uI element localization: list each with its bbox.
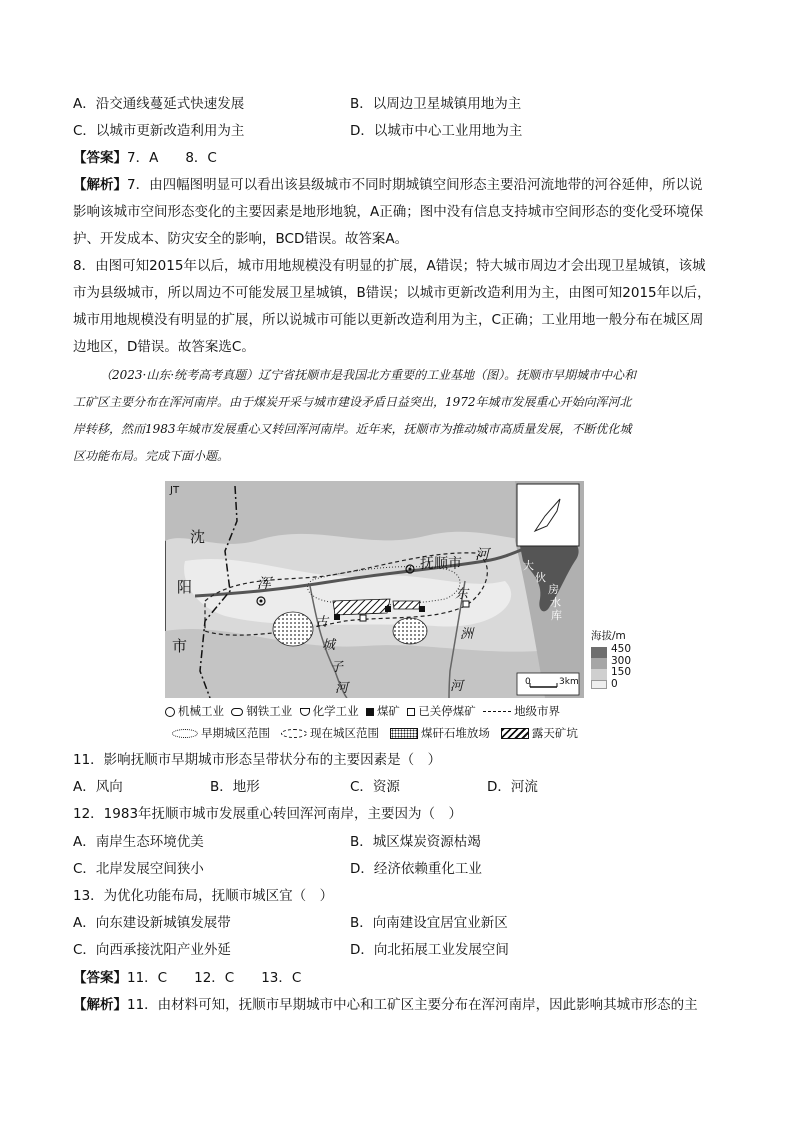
legend-steel: 钢铁工业 xyxy=(246,704,293,718)
explanation-line: 城市用地规模没有明显的扩展，所以说城市可能以更新改造利用为主，C正确；工业用地一般分布在城区周 xyxy=(73,312,704,328)
label-cheng: 城 xyxy=(322,638,336,653)
question-11-stem: 11．影响抚顺市早期城市形态呈带状分布的主要因素是（ ） xyxy=(73,752,442,768)
legend-early: 早期城区范围 xyxy=(201,726,270,740)
scale-km: 3km xyxy=(559,677,579,687)
label-shen: 沈 xyxy=(190,528,206,546)
option-a: A．沿交通线蔓延式快速发展 xyxy=(73,96,245,112)
explanation-line: 8．由图可知2015年以后，城市用地规模没有明显的扩展，A错误；特大城市周边才会出现卫星城镇，该城 xyxy=(73,258,706,274)
elev-swatch-0 xyxy=(591,680,607,689)
closed-mine-icon xyxy=(407,708,415,716)
legend-pit: 露天矿坑 xyxy=(531,726,578,740)
elev-swatch-300 xyxy=(591,658,607,669)
elev-swatch-150 xyxy=(591,669,607,680)
q11-option-d: D．河流 xyxy=(487,779,538,795)
explanation-text: 7．由四幅图明显可以看出该县级城市不同时期城镇空间形态主要沿河流地带的河谷延伸，所以说 xyxy=(127,177,703,193)
q13-option-c: C．向西承接沈阳产业外延 xyxy=(73,942,231,958)
q12-option-b: B．城区煤炭资源枯竭 xyxy=(350,834,481,850)
explanation-text: 11．由材料可知，抚顺市早期城市中心和工矿区主要分布在浑河南岸，因此影响其城市形态的主 xyxy=(127,997,698,1013)
answer-text: 7．A 8．C xyxy=(127,150,217,166)
option-d: D．以城市中心工业用地为主 xyxy=(350,123,523,139)
fushun-map xyxy=(165,481,584,698)
explanation-line: 护、开发成本、防灾安全的影响，BCD错误。故答案A。 xyxy=(73,231,409,247)
explanation-label: 【解析】 xyxy=(73,177,127,193)
label-res3: 房 xyxy=(548,583,559,596)
map-legend-row1 xyxy=(165,703,560,719)
label-res4: 水 xyxy=(550,596,561,609)
q12-option-a: A．南岸生态环境优美 xyxy=(73,834,204,850)
label-dong: 东 xyxy=(455,587,469,602)
legend-chem: 化学工业 xyxy=(312,704,359,718)
legend-current: 现在城区范围 xyxy=(309,726,379,740)
label-zi: 子 xyxy=(330,660,344,675)
intro-line: 工矿区主要分布在浑河南岸。由于煤炭开采与城市建设矛盾日益突出，1972年城市发展重心开始向浑河北 xyxy=(73,395,632,409)
map-legend-row2 xyxy=(172,725,578,741)
current-area-icon xyxy=(281,729,307,738)
q12-option-d: D．经济依赖重化工业 xyxy=(350,861,482,877)
explanation-label: 【解析】 xyxy=(73,997,127,1013)
early-area-icon xyxy=(172,729,198,738)
answer-label: 【答案】 xyxy=(73,150,127,166)
answer-line xyxy=(73,968,301,988)
explanation-line xyxy=(73,995,698,1015)
elev-swatch-450 xyxy=(591,647,607,658)
open-pit-icon xyxy=(501,728,529,739)
explanation-line: 影响该城市空间形态变化的主要因素是地形地貌，A正确；图中没有信息支持城市空间形态的变化受环境保 xyxy=(73,204,704,220)
q13-option-b: B．向南建设宜居宜业新区 xyxy=(350,915,508,931)
option-b: B．以周边卫星城镇用地为主 xyxy=(350,96,522,112)
label-he3: 河 xyxy=(335,681,349,696)
label-gu: 古 xyxy=(315,615,329,630)
option-c: C．以城市更新改造利用为主 xyxy=(73,123,245,139)
answer-line xyxy=(73,148,217,168)
label-he2: 河 xyxy=(450,679,464,694)
q13-option-d: D．向北拓展工业发展空间 xyxy=(350,942,509,958)
label-hun: 浑 xyxy=(257,576,271,592)
label-res1: 大 xyxy=(523,559,534,572)
explanation-line xyxy=(73,175,703,195)
q11-option-b: B．地形 xyxy=(210,779,260,795)
elev-450: 450 xyxy=(611,643,632,655)
label-yang: 阳 xyxy=(177,578,193,596)
q12-option-c: C．北岸发展空间狭小 xyxy=(73,861,204,877)
legend-mine: 煤矿 xyxy=(376,704,400,718)
label-shi: 市 xyxy=(172,637,188,655)
elevation-legend xyxy=(591,630,632,690)
label-he: 河 xyxy=(475,547,489,563)
intro-line: 岸转移，然而1983年城市发展重心又转回浑河南岸。近年来，抚顺市为推动城市高质量发展，不断优化城 xyxy=(73,422,632,436)
label-zhou: 洲 xyxy=(460,627,474,642)
scale-zero: 0 xyxy=(525,677,531,687)
q11-option-a: A．风向 xyxy=(73,779,123,795)
gangue-icon xyxy=(390,728,418,739)
steel-icon xyxy=(231,708,243,716)
elev-150: 150 xyxy=(611,666,632,678)
boundary-icon xyxy=(483,711,511,712)
explanation-line: 边地区，D错误。故答案选C。 xyxy=(73,339,255,355)
elevation-title: 海拔/m xyxy=(591,630,626,642)
elev-0: 0 xyxy=(611,678,618,690)
legend-mech: 机械工业 xyxy=(178,704,224,718)
legend-closed: 已关停煤矿 xyxy=(418,704,476,718)
label-city: 抚顺市 xyxy=(420,556,462,572)
intro-line: 区功能布局。完成下面小题。 xyxy=(73,449,230,463)
explanation-line: 市为县级城市，所以周边不可能发展卫星城镇，B错误；以城市更新改造利用为主，由图可知2015年以后， xyxy=(73,285,711,301)
elev-300: 300 xyxy=(611,655,632,667)
intro-line: （2023·山东·统考高考真题）辽宁省抚顺市是我国北方重要的工业基地（图）。抚顺市早期城市中心和 xyxy=(100,368,637,382)
label-res5: 库 xyxy=(551,609,562,622)
answer-label: 【答案】 xyxy=(73,970,127,986)
q11-option-c: C．资源 xyxy=(350,779,400,795)
q13-option-a: A．向东建设新城镇发展带 xyxy=(73,915,231,931)
question-13-stem: 13．为优化功能布局，抚顺市城区宜（ ） xyxy=(73,888,334,904)
mine-icon xyxy=(366,708,374,716)
question-12-stem: 12．1983年抚顺市城市发展重心转回浑河南岸，主要因为（ ） xyxy=(73,806,463,822)
map-corner-label: JT xyxy=(170,485,180,496)
chem-icon xyxy=(300,708,310,716)
legend-gangue: 煤矸石堆放场 xyxy=(420,726,490,740)
mech-icon xyxy=(165,707,175,717)
legend-boundary: 地级市界 xyxy=(514,704,561,718)
label-res2: 伙 xyxy=(535,571,546,584)
answer-text: 11．C 12．C 13．C xyxy=(127,970,302,986)
